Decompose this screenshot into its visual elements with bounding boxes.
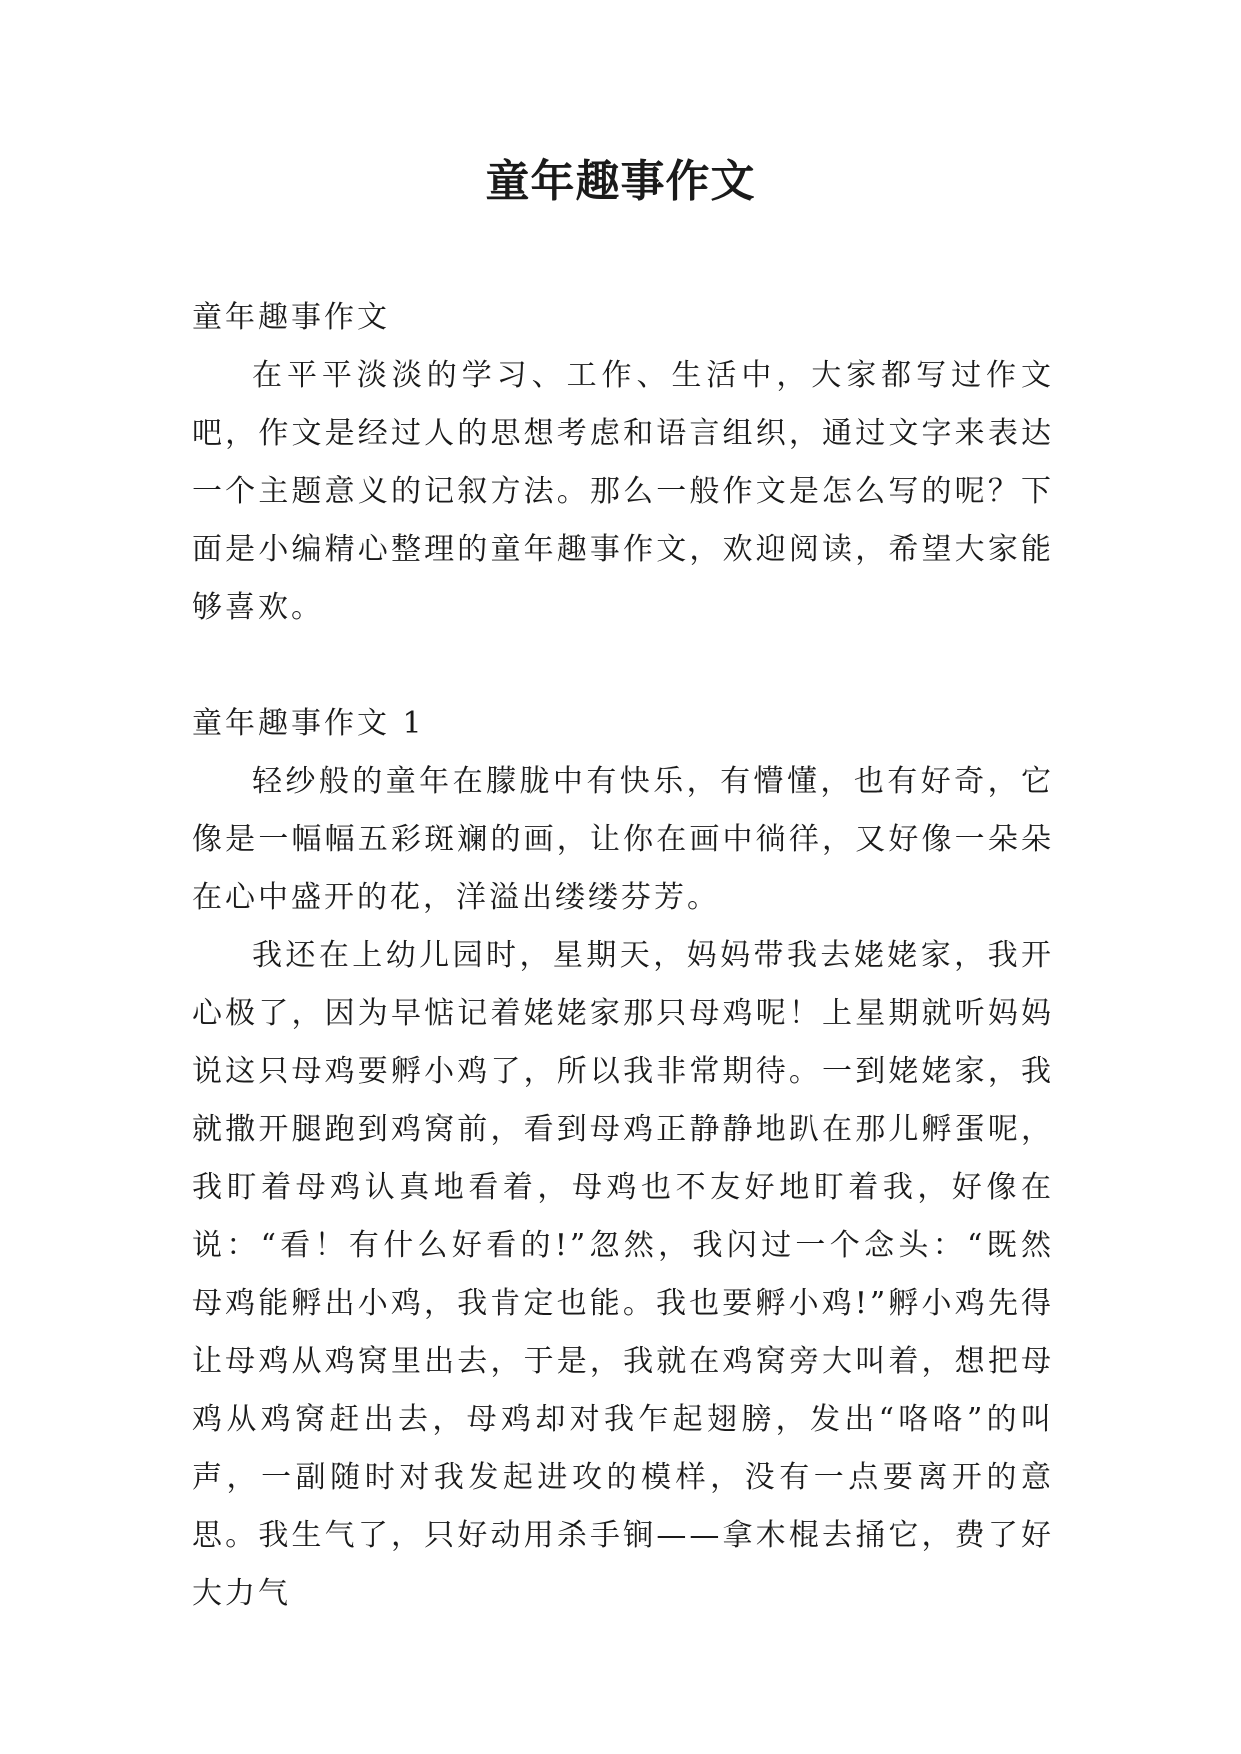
intro-paragraph: 在平平淡淡的学习、工作、生活中，大家都写过作文吧，作文是经过人的思想考虑和语言组织，通过文字来表达一个主题意义的记叙方法。那么一般作文是怎么写的呢？下面是小编精心整理的童年趣事作文，欢迎阅读，希望大家能够喜欢。 [192, 358, 1054, 625]
section-spacer [192, 637, 1054, 695]
section-heading: 童年趣事作文 1 [192, 706, 425, 741]
section-paragraph: 我还在上幼儿园时，星期天，妈妈带我去姥姥家，我开心极了，因为早惦记着姥姥家那只母鸡呢！上星期就听妈妈说这只母鸡要孵小鸡了，所以我非常期待。一到姥姥家，我就撒开腿跑到鸡窝前，看到母鸡正静静地趴在那儿孵蛋呢，我盯着母鸡认真地看着，母鸡也不友好地盯着我，好像在说：“看！有什么好看的!”忽然，我闪过一个念头：“既然母鸡能孵出小鸡，我肯定也能。我也要孵小鸡!”孵小鸡先得让母鸡从鸡窝里出去，于是，我就在鸡窝旁大叫着，想把母鸡从鸡窝赶出去，母鸡却对我乍起翅膀，发出“咯咯”的叫声，一副随时对我发起进攻的模样，没有一点要离开的意思。我生气了，只好动用杀手锏——拿木棍去捅它，费了好大力气 [192, 938, 1054, 1611]
intro-heading: 童年趣事作文 [192, 300, 390, 335]
document-body [192, 289, 1054, 1623]
section-paragraph: 轻纱般的童年在朦胧中有快乐，有懵懂，也有好奇，它像是一幅幅五彩斑斓的画，让你在画中徜徉，又好像一朵朵在心中盛开的花，洋溢出缕缕芬芳。 [192, 764, 1054, 915]
document-title: 童年趣事作文 [485, 156, 756, 207]
